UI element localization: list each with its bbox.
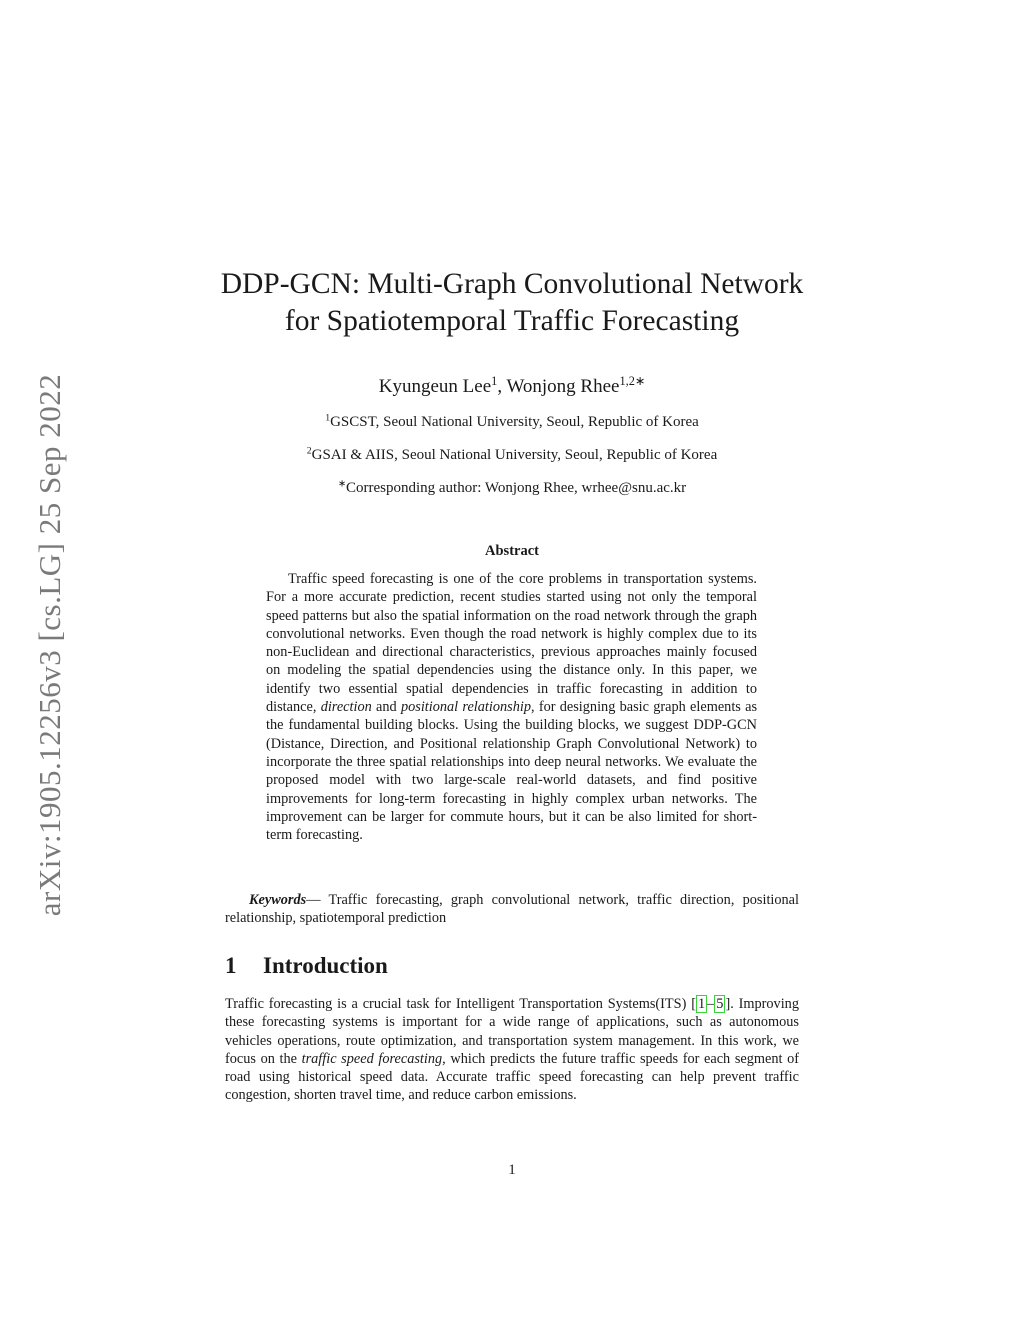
- intro-part-1: Traffic forecasting is a crucial task for Intelligent Transportation Systems(ITS) [: [225, 996, 696, 1012]
- paper-title: [0, 266, 1024, 340]
- affiliation-1: [0, 414, 1024, 431]
- author-2: Wonjong Rhee: [506, 376, 620, 397]
- intro-part-3: , which predicts the future traffic speeds for each segment of road using historical speed data. Accurate traffic speed forecasting can help prevent traffic congestion, shorten travel time, and reduce carbon emissions.: [225, 1050, 799, 1104]
- abstract-part-3: , for designing basic graph elements as the fundamental building blocks. Using the building blocks, we suggest DDP-GCN (Distance, Direction, and Positional relationship Graph Convolutional Network) to incorporate the three spatial relationships into deep neural networks. We evaluate the proposed model with two large-scale real-world datasets, and find positive improvements for long-term forecasting in highly complex urban networks. The improvement can be larger for commute hours, but it can be also limited for short-term forecasting.: [266, 699, 758, 844]
- citation-link-1[interactable]: 1: [697, 996, 706, 1012]
- page-number: 1: [508, 1162, 516, 1178]
- author-1: Kyungeun Lee: [378, 376, 492, 397]
- title-line-1: DDP-GCN: Multi-Graph Convolutional Network: [220, 268, 804, 300]
- arxiv-side-stamp: [30, 350, 70, 940]
- keywords-dash: —: [306, 892, 329, 908]
- citation-range-dash: –: [707, 996, 715, 1012]
- author-separator: ,: [497, 376, 507, 397]
- title-line-2: for Spatiotemporal Traffic Forecasting: [284, 305, 740, 337]
- abstract-part-1: Traffic speed forecasting is one of the core problems in transportation systems. For a more accurate prediction, recent studies started using not only the temporal speed patterns but also the spatial information on the road network through the graph convolutional networks. Even though the road network is highly complex due to its non-Euclidean and directional characteristics, previous approaches mainly focused on modeling the spatial dependencies using the distance only. In this paper, we identify two essential spatial dependencies in traffic forecasting in addition to distance,: [266, 571, 757, 716]
- author-1-affil-mark: 1: [491, 374, 498, 389]
- author-list: [0, 376, 1024, 398]
- intro-emphasis: traffic speed forecasting: [301, 1050, 443, 1067]
- affiliation-2-text: GSAI & AIIS, Seoul National University, Seoul, Republic of Korea: [311, 447, 718, 463]
- abstract-part-2: and: [371, 699, 401, 716]
- abstract-body: [266, 570, 757, 844]
- arxiv-identifier: arXiv:1905.12256v3 [cs.LG] 25 Sep 2022: [32, 373, 67, 917]
- introduction-paragraph: [225, 995, 799, 1105]
- affiliation-1-mark: 1: [325, 412, 331, 424]
- citation-link-5[interactable]: 5: [716, 996, 724, 1012]
- keywords-paragraph: [225, 891, 799, 928]
- abstract-emphasis-direction: direction: [320, 699, 372, 716]
- abstract-heading: Abstract: [485, 543, 539, 559]
- section-heading: [225, 953, 388, 979]
- abstract-emphasis-positional: positional relationship: [400, 699, 531, 716]
- corresponding-author: [0, 480, 1024, 497]
- author-2-affil-mark: 1,2∗: [619, 374, 646, 389]
- keywords-text: Traffic forecasting, graph convolutional network, traffic direction, positional relationship, spatiotemporal prediction: [225, 892, 799, 927]
- affiliation-2-mark: 2: [306, 445, 312, 457]
- section-number: 1: [225, 953, 237, 978]
- corresponding-mark: ∗: [337, 478, 346, 490]
- section-title: Introduction: [263, 953, 388, 978]
- keywords-label: Keywords: [249, 892, 307, 908]
- affiliation-2: [0, 447, 1024, 464]
- intro-part-2: ]. Improving these forecasting systems is important for a wide range of applications, such as autonomous vehicles operations, route optimization, and transportation system management. In this work, we focus on the: [225, 996, 799, 1067]
- affiliation-1-text: GSCST, Seoul National University, Seoul, Republic of Korea: [330, 414, 699, 430]
- corresponding-author-text: Corresponding author: Wonjong Rhee, wrhee@snu.ac.kr: [345, 480, 687, 496]
